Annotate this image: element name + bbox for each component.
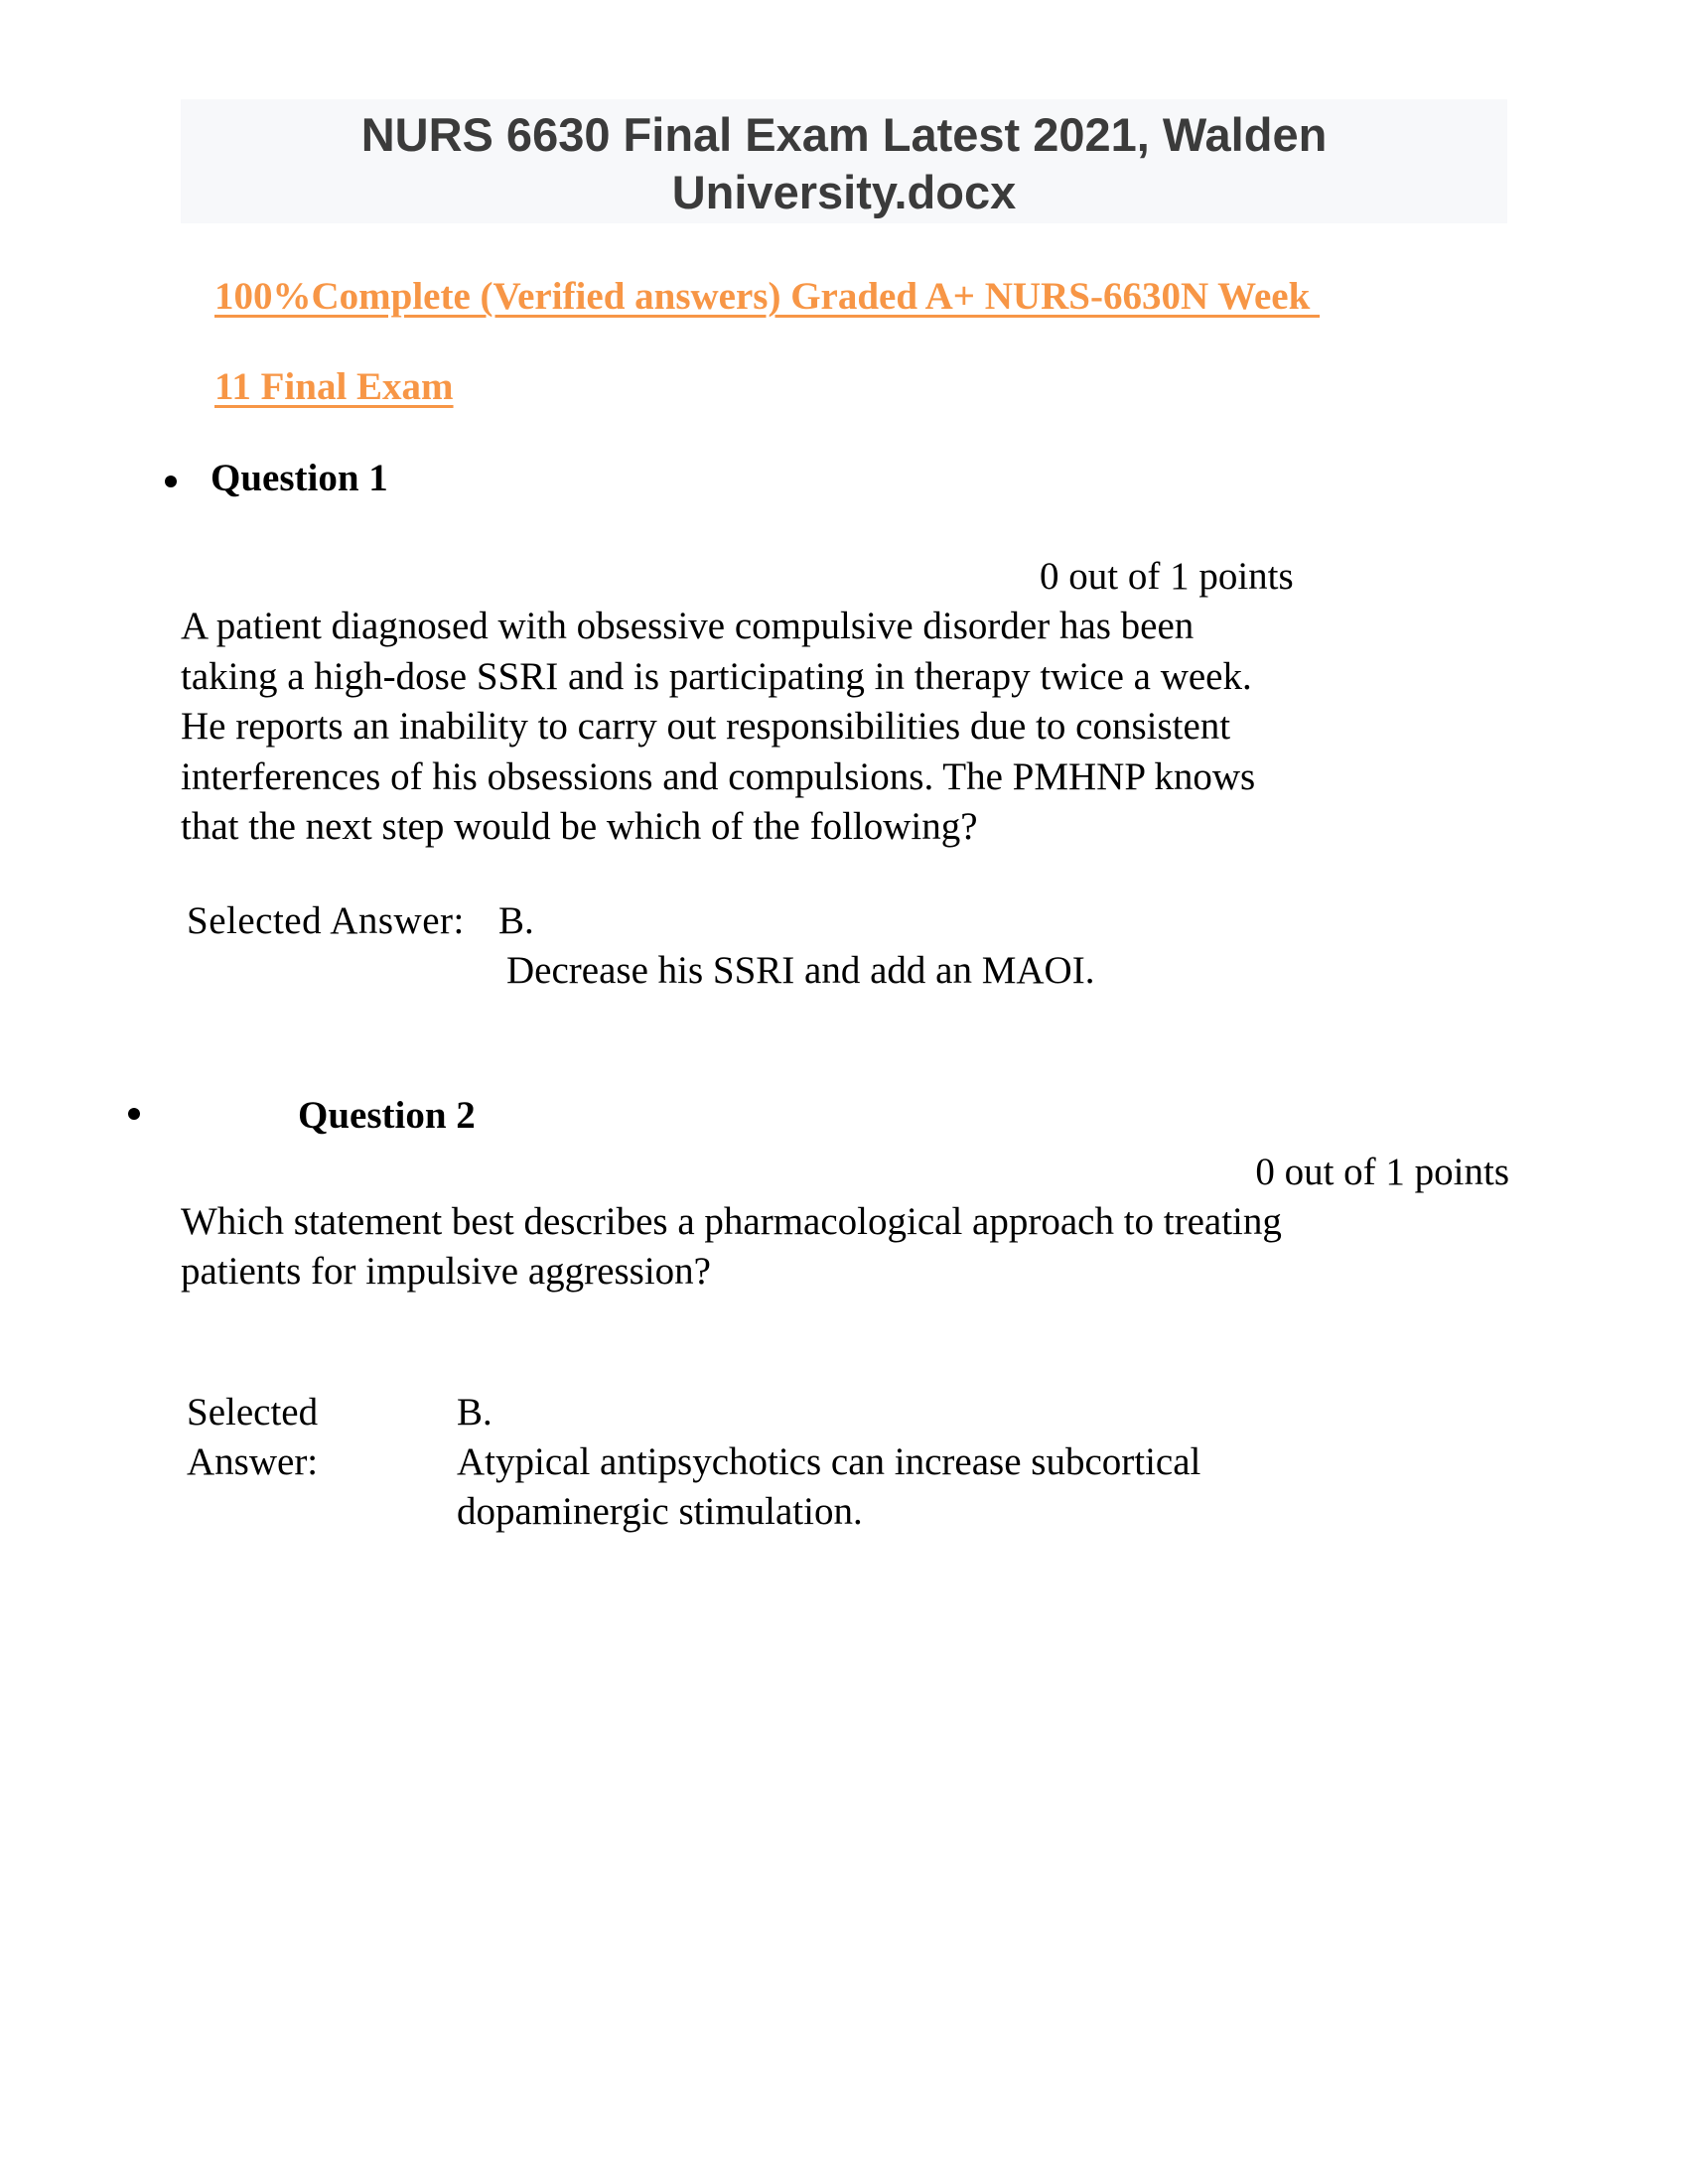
question-1-text-line: interferences of his obsessions and compulsions. The PMHNP knows <box>181 755 1256 798</box>
question-1-points: 0 out of 1 points <box>1040 555 1294 598</box>
question-1-text-line: A patient diagnosed with obsessive compulsive disorder has been <box>181 605 1195 647</box>
question-2-points: 0 out of 1 points <box>1255 1151 1509 1193</box>
bullet-icon <box>128 1108 140 1120</box>
question-2-selected-label-line-1: Selected <box>187 1391 319 1433</box>
question-2-selected-label-line-2: Answer: <box>187 1440 319 1483</box>
subtitle-link-line-2[interactable]: 11 Final Exam <box>214 365 454 408</box>
question-1-text-line: He reports an inability to carry out responsibilities due to consistent <box>181 705 1231 748</box>
question-1-selected-letter: B. <box>498 899 534 942</box>
question-2-selected-answer-text: dopaminergic stimulation. <box>457 1490 863 1533</box>
question-2-selected-letter: B. <box>457 1391 492 1433</box>
document-title-banner <box>181 99 1507 223</box>
question-1-text-line: taking a high-dose SSRI and is participating in therapy twice a week. <box>181 655 1252 698</box>
question-2-text-line: Which statement best describes a pharmacological approach to treating <box>181 1200 1282 1243</box>
question-2-text-line: patients for impulsive aggression? <box>181 1250 711 1293</box>
question-1-selected-answer-text: Decrease his SSRI and add an MAOI. <box>506 949 1095 992</box>
question-1-text-line: that the next step would be which of the following? <box>181 805 978 848</box>
question-2-heading: Question 2 <box>298 1094 476 1137</box>
document-title-line-1: NURS 6630 Final Exam Latest 2021, Walden <box>360 108 1328 161</box>
bullet-icon <box>165 476 177 487</box>
question-1-selected-answer-label: Selected Answer: <box>187 899 465 942</box>
question-2-selected-answer-text: Atypical antipsychotics can increase subcortical <box>457 1440 1201 1483</box>
document-title-line-2: University.docx <box>671 166 1017 218</box>
question-1-heading: Question 1 <box>211 457 388 499</box>
subtitle-link-line-1[interactable]: 100%Complete (Verified answers) Graded A+ NURS-6630N Week <box>214 275 1321 318</box>
